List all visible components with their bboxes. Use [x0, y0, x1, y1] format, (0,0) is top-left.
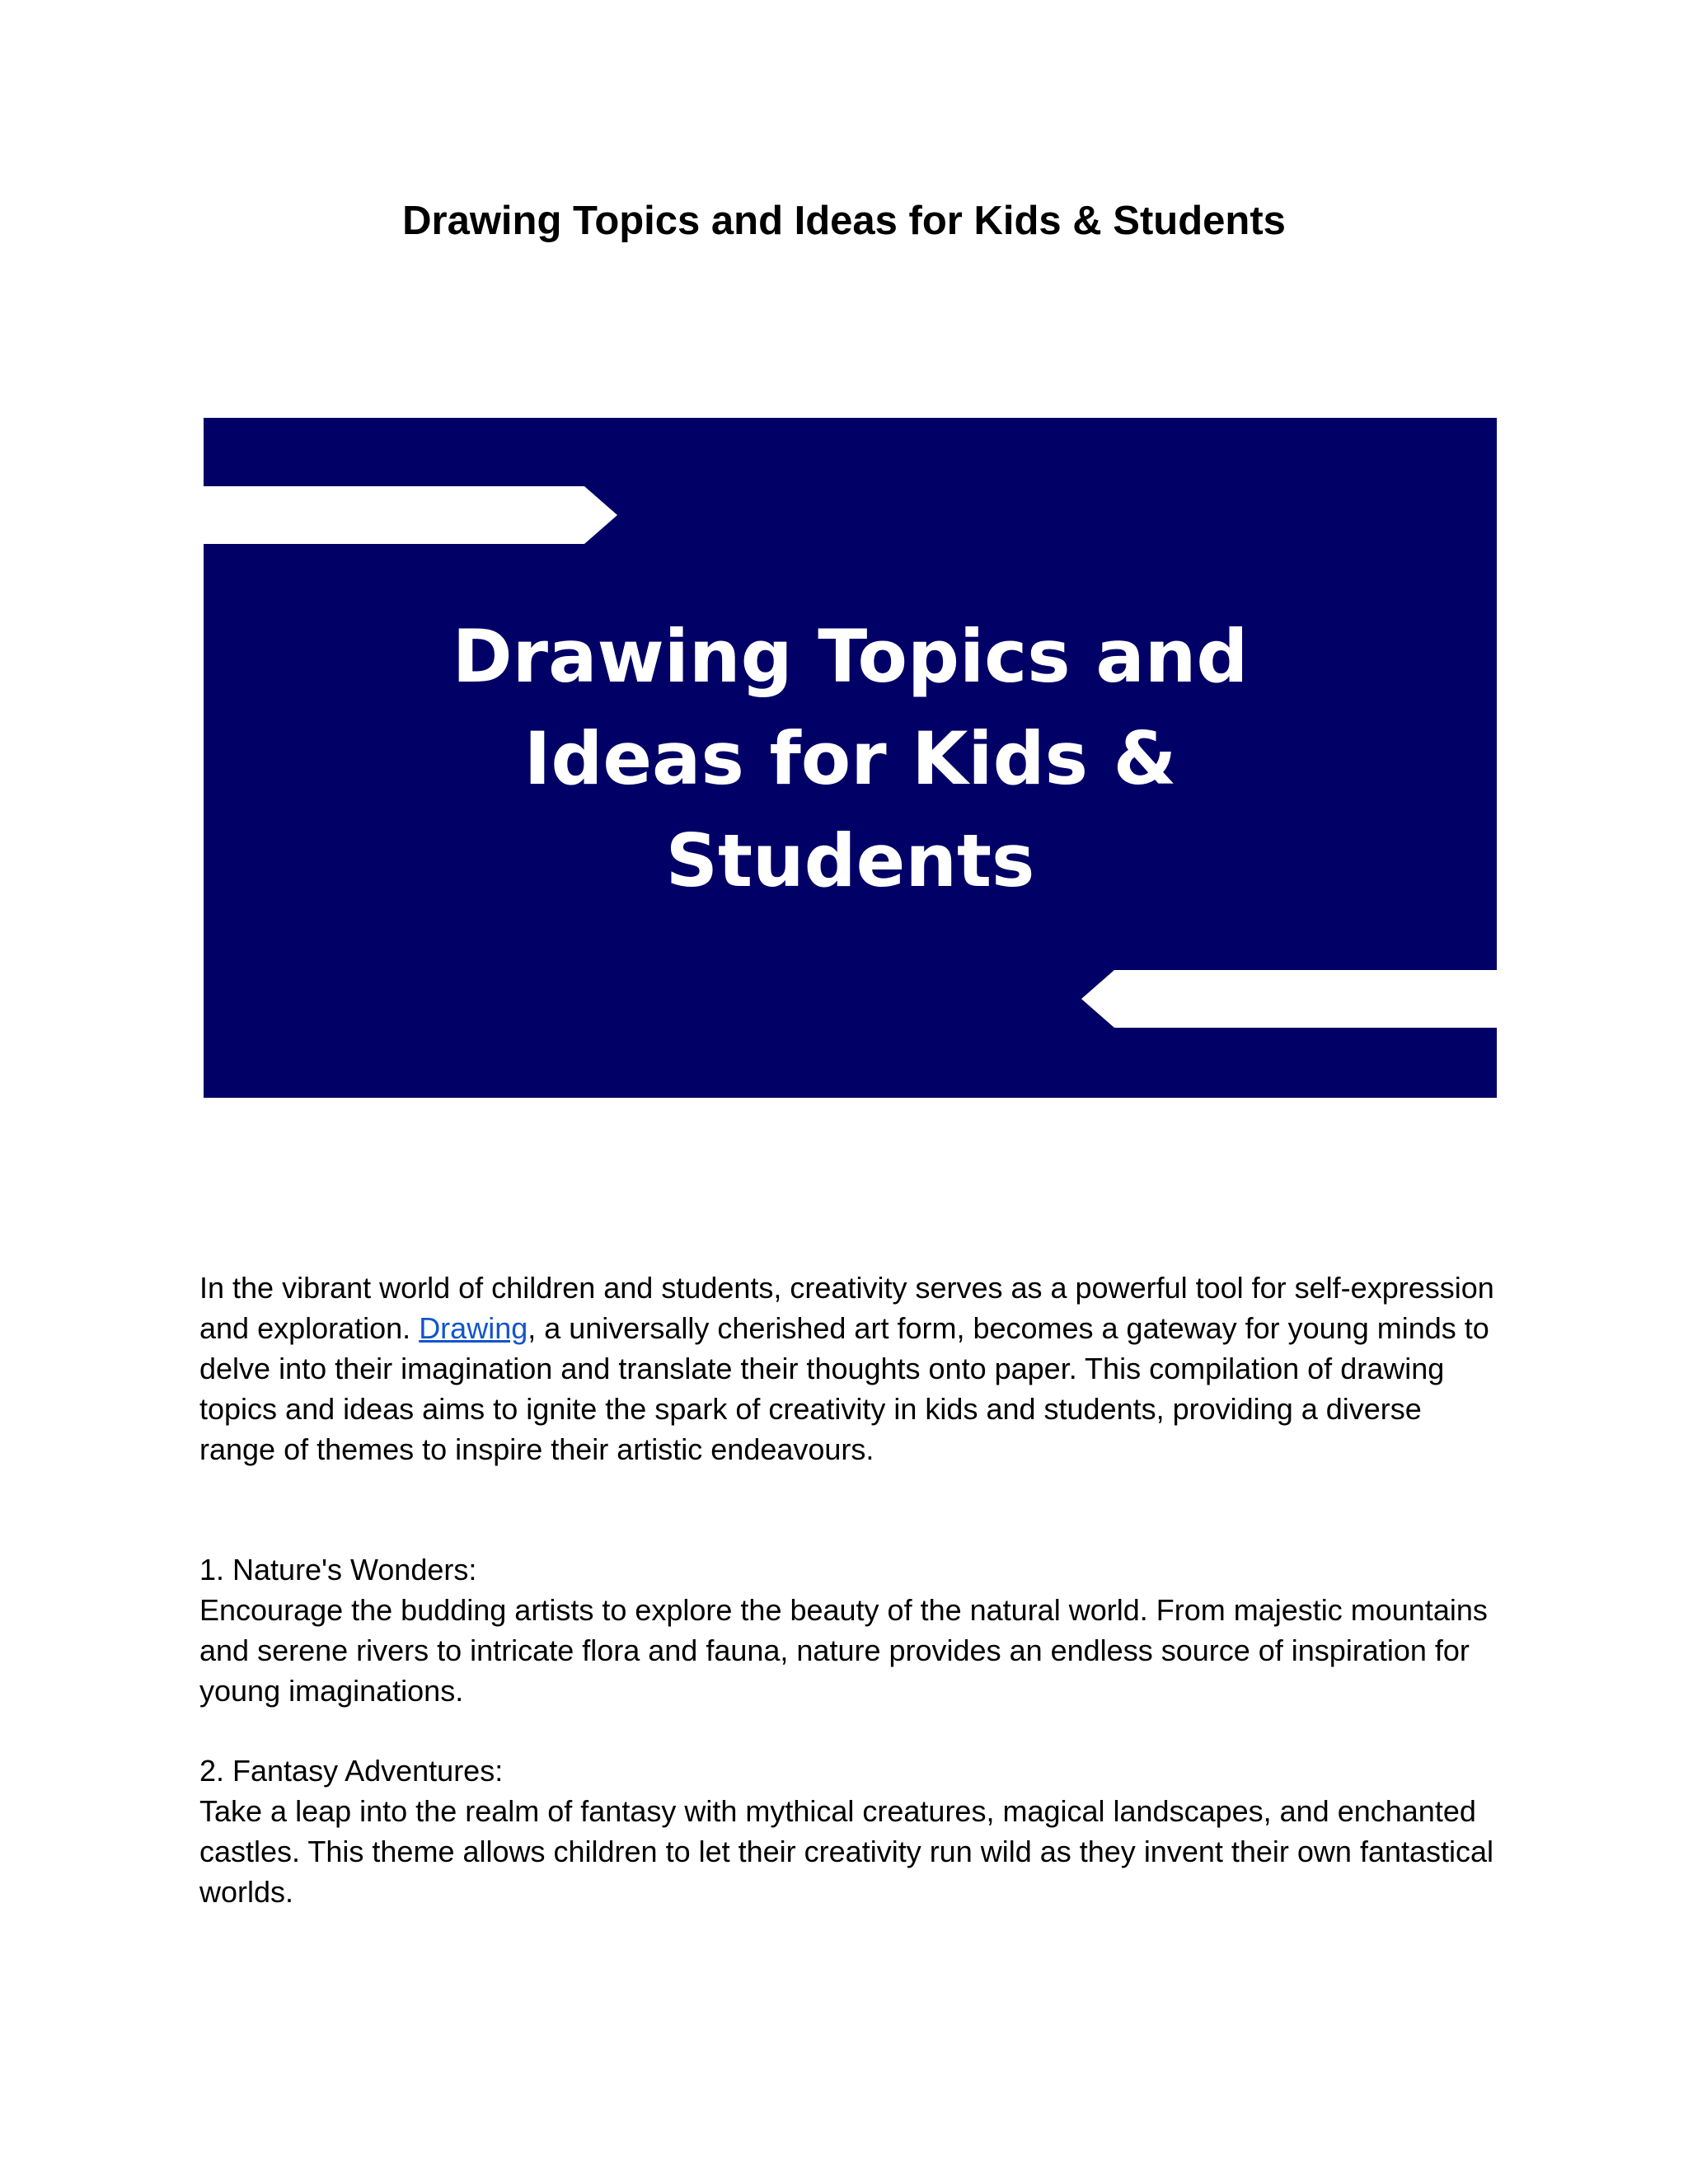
banner-arrow-bottom-right: [1081, 970, 1497, 1028]
intro-text-start: In the vibrant world of children and students, creativity serves as a powerful tool for self-expression and exploration.: [199, 1271, 1494, 1345]
banner-image: [204, 418, 1497, 1098]
banner-arrow-top-left: [204, 486, 617, 544]
banner-line-1: Drawing Topics and: [452, 614, 1249, 699]
document-title: Drawing Topics and Ideas for Kids & Students: [402, 199, 1286, 243]
banner-line-2: Ideas for Kids &: [523, 716, 1177, 801]
section-2-body: Take a leap into the realm of fantasy with mythical creatures, magical landscapes, and enchanted castles. This theme allows children to let their creativity run wild as they invent their own fantastical worlds.: [199, 1794, 1494, 1909]
intro-text-end: , a universally cherished art form, becomes a gateway for young minds to delve into their imagination and translate their thoughts onto paper. This compilation of drawing topics and ideas aims to ignite the spark of creativity in kids and students, providing a diverse range of themes to inspire their artistic endeavours.: [199, 1311, 1489, 1466]
banner-heading: [204, 606, 1497, 912]
section-1-body: Encourage the budding artists to explore the beauty of the natural world. From majestic mountains and serene rivers to intricate flora and fauna, nature provides an endless source of inspiration for young imaginations.: [199, 1593, 1488, 1708]
drawing-link[interactable]: Drawing: [419, 1311, 528, 1345]
section-2-heading: 2. Fantasy Adventures:: [199, 1754, 504, 1788]
section-1-heading: 1. Nature's Wonders:: [199, 1553, 477, 1586]
intro-paragraph: [199, 1268, 1502, 1469]
banner-line-3: Students: [665, 818, 1035, 903]
